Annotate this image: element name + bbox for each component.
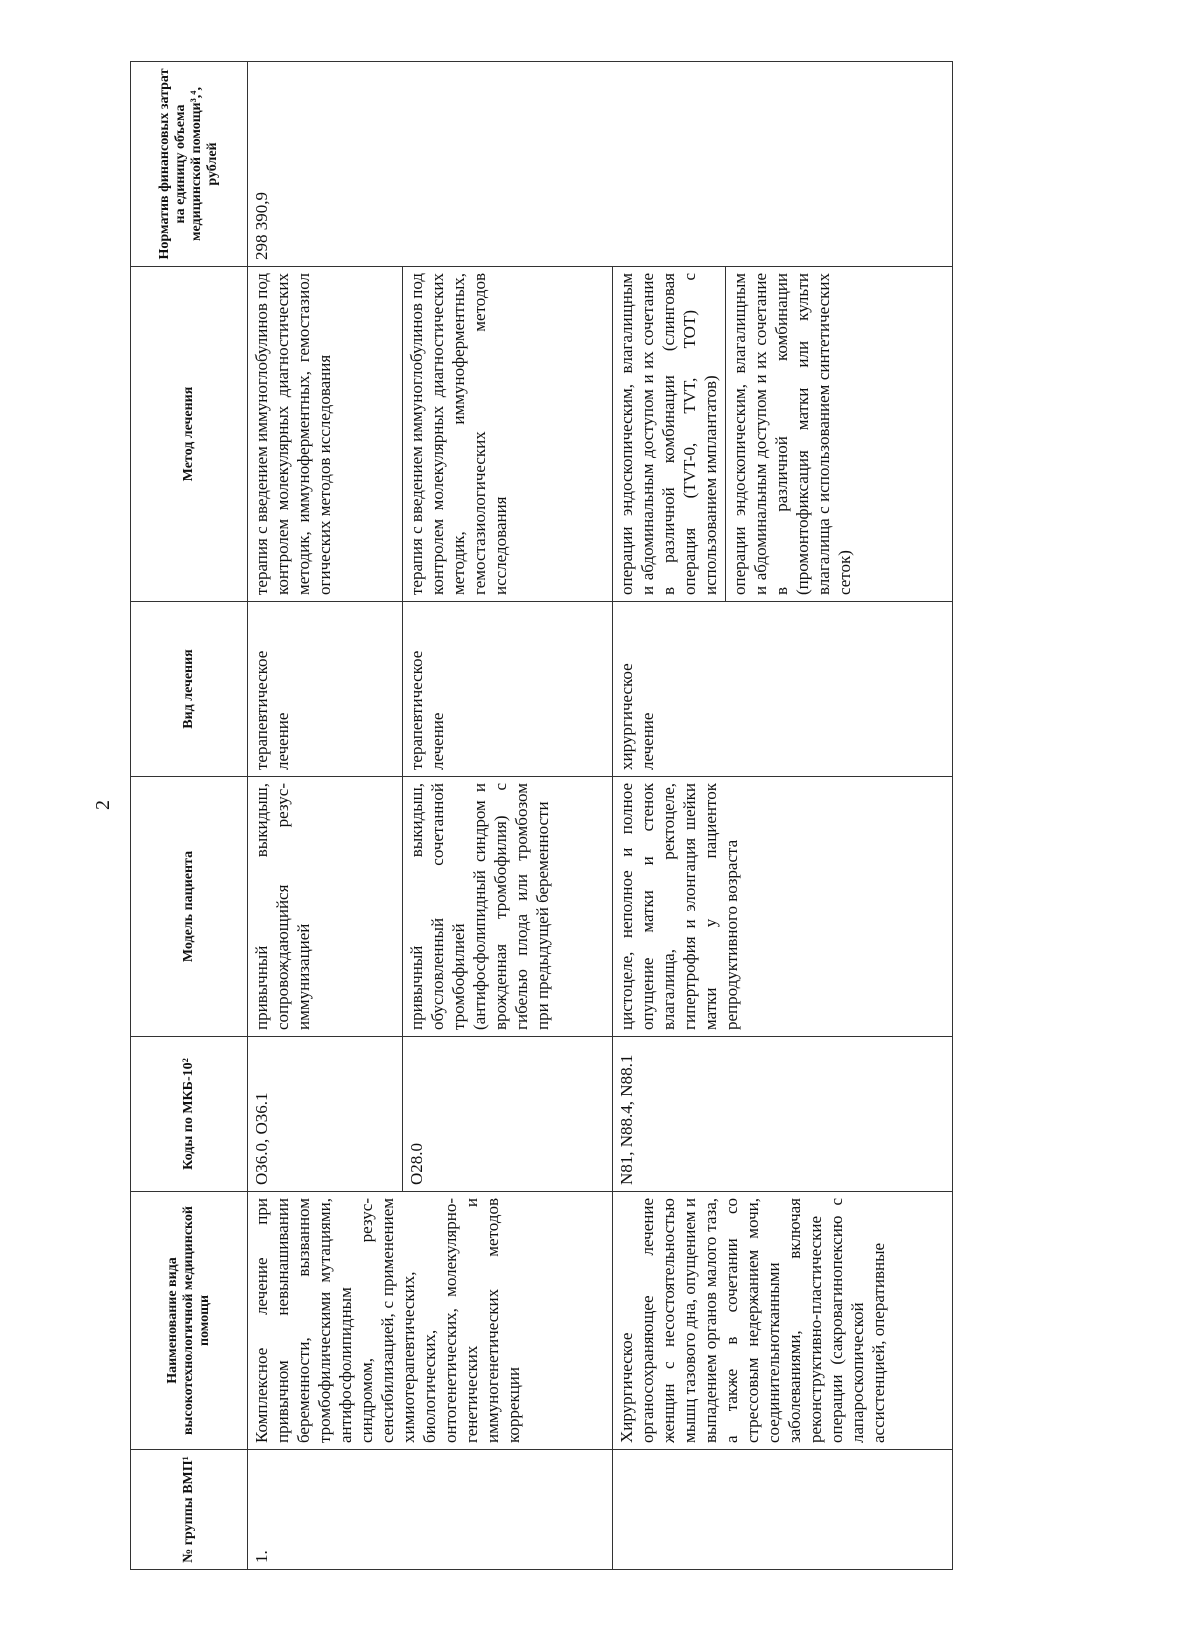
vmp-table: [130, 61, 953, 1570]
header-icd-codes: Коды по МКБ-10²: [131, 1037, 248, 1192]
header-care-type-name: Наименование вида высокотехнологичной медицинской помощи: [131, 1192, 248, 1450]
header-patient-model: Модель пациента: [131, 777, 248, 1037]
icd-codes-cell: N81, N88.4, N88.1: [613, 1037, 953, 1192]
header-group-number: № группы ВМП¹: [131, 1450, 248, 1570]
care-type-name-cell: Комплексное лечение при привычном невынашивании беременности, вызванном тромбофилическими мутациями, антифосфолипидным синдромом, резус-сенсибилизацией, с применением химиотерапевтических, биологических, онтогенетических, молекулярно-генетических и иммуногенетических методов коррекции: [248, 1192, 613, 1450]
treatment-method-cell: терапия с введением иммуноглобулинов под контролем молекулярных диагностических методик, иммуноферментных, гемостазиол огических методов исследования: [248, 267, 403, 602]
patient-model-cell: цистоцеле, неполное и полное опущение матки и стенок влагалища, ректоцеле, гипертрофия и элонгация шейки матки у пациенток репродуктивного возраста: [613, 777, 953, 1037]
treatment-type-cell: терапевтическое лечение: [403, 602, 613, 777]
treatment-type-cell: терапевтическое лечение: [248, 602, 403, 777]
table-row: [613, 62, 953, 1570]
header-treatment-type: Вид лечения: [131, 602, 248, 777]
icd-codes-cell: O36.0, O36.1: [248, 1037, 403, 1192]
treatment-type-cell: хирургическое лечение: [613, 602, 953, 777]
group-number-cell: [613, 1450, 953, 1570]
patient-model-cell: привычный выкидыш, сопровождающийся резус-иммунизацией: [248, 777, 403, 1037]
table-row: [248, 62, 403, 1570]
header-cost-norm: Норматив финансовых затрат на единицу объема медицинской помощи³,⁴, рублей: [131, 62, 248, 267]
patient-model-cell: привычный выкидыш, обусловленный сочетанной тромбофилией (антифосфолипидный синдром и врожденная тромбофилия) с гибелью плода или тромбозом при предыдущей беременности: [403, 777, 613, 1037]
treatment-method-cell: [613, 267, 953, 602]
rotated-table-container: [130, 62, 972, 1570]
cost-norm-cell: 298 390,9: [248, 62, 953, 267]
treatment-method-option: операции эндоскопическим, влагалищным и абдоминальным доступом и их сочетание в различной комбинации (промонтофиксация матки или культи влагалища с использованием синтетических сеток): [725, 267, 855, 601]
treatment-method-cell: терапия с введением иммуноглобулинов под контролем молекулярных диагностических методик, иммуноферментных, гемостазиологических методов исследования: [403, 267, 613, 602]
header-treatment-method: Метод лечения: [131, 267, 248, 602]
care-type-name-cell: Хирургическое органосохраняющее лечение женщин с несостоятельностью мышц тазового дна, опущением и выпадением органов малого таза, а также в сочетании со стрессовым недержанием мочи, соединительнотканными заболеваниями, включая реконструктивно-пластические операции (сакровагинопексию с лапароскопической ассистенцией, оперативные: [613, 1192, 953, 1450]
header-row: [131, 62, 248, 1570]
group-number-cell: 1.: [248, 1450, 613, 1570]
page-number: 2: [92, 800, 114, 810]
treatment-method-option: операции эндоскопическим, влагалищным и абдоминальным доступом и их сочетание в различной комбинации (слинговая операция (TVT-0, TVT, TOT) с использованием имплантатов): [617, 273, 720, 595]
icd-codes-cell: O28.0: [403, 1037, 613, 1192]
